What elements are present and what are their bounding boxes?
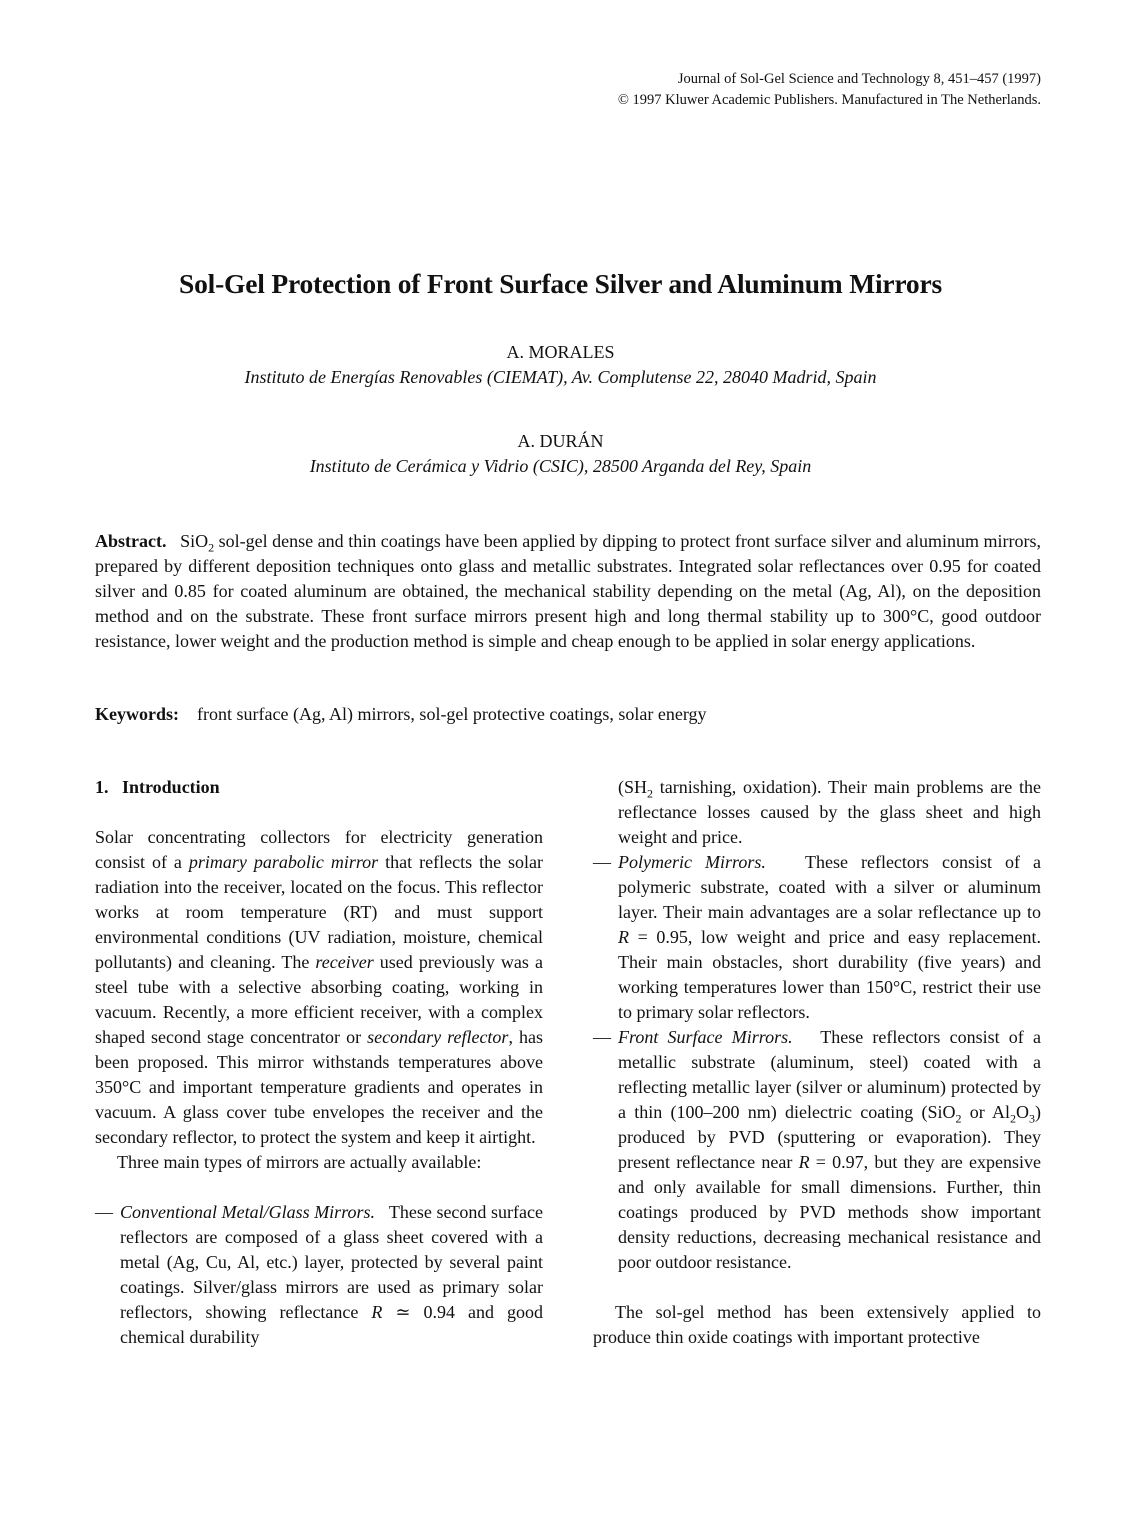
paper-title: Sol-Gel Protection of Front Surface Silver and Aluminum Mirrors	[179, 268, 942, 299]
list-item: — Polymeric Mirrors. These reflectors consist of a polymeric substrate, coated with a silver or aluminum layer. Their main advantages are a solar reflectance up to R = 0.95, low weight and price and easy replacement. Their main obstacles, short durability (five years) and working temperatures lower than 150°C, restrict their use to primary solar reflectors.	[593, 852, 1041, 1022]
author-name: A. DURÁN	[517, 431, 604, 451]
author-affiliation: Instituto de Energías Renovables (CIEMAT), Av. Complutense 22, 28040 Madrid, Spain	[244, 367, 877, 387]
list-item-continuation: ($SH_2$ tarnishing, oxidation). Their main problems are the reflectance losses caused by the glass sheet and high weight and price.	[618, 777, 1041, 847]
abstract-text: SiO$_2$ sol-gel dense and thin coatings have been applied by dipping to protect front surface silver and aluminum mirrors, prepared by different deposition techniques onto glass and metallic substrates. Integrated solar reflectances over 0.95 for coated silver and 0.85 for coated aluminum are obtained, the mechanical stability depending on the metal (Ag, Al), on the deposition method and on the substrate. These front surface mirrors present high and long thermal stability up to 300°C, good outdoor resistance, lower weight and the production method is simple and cheap enough to be applied in solar energy applications.	[95, 531, 1042, 651]
abstract	[95, 529, 1041, 654]
left-column	[95, 775, 543, 1350]
keywords	[95, 702, 1041, 727]
keywords-label: Keywords:	[95, 704, 179, 724]
right-column	[593, 775, 1041, 1350]
list-item: — Front Surface Mirrors. These reflectors consist of a metallic substrate (aluminum, steel) coated with a reflecting metallic layer (silver or aluminum) protected by a thin (100–200 nm) dielectric coating (SiO$_2$ or $Al_2O_3$) produced by PVD (sputtering or evaporation). They present reflectance near R = 0.97, but they are expensive and only available for small dimensions. Further, thin coatings produced by PVD methods show important density reductions, decreasing mechanical resistance and poor outdoor resistance.	[593, 1027, 1042, 1272]
author-name: A. MORALES	[506, 342, 615, 362]
paragraph: Three main types of mirrors are actually available:	[117, 1152, 482, 1172]
journal-citation: Journal of Sol-Gel Science and Technology 8, 451–457 (1997)	[677, 71, 1041, 87]
abstract-label: Abstract.	[95, 531, 167, 551]
section-heading: 1. Introduction	[95, 777, 220, 797]
publisher-line: © 1997 Kluwer Academic Publishers. Manufactured in The Netherlands.	[617, 92, 1041, 108]
paragraph: Solar concentrating collectors for electricity generation consist of a primary parabolic mirror that reflects the solar radiation into the receiver, located on the focus. This reflector works at room temperature (RT) and must support environmental conditions (UV radiation, moisture, chemical pollutants) and cleaning. The receiver used previously was a steel tube with a selective absorbing coating, working in vacuum. Recently, a more efficient receiver, with a complex shaped second stage concentrator or secondary reflector, has been proposed. This mirror withstands temperatures above 350°C and important temperature gradients and operates in vacuum. A glass cover tube envelopes the receiver and the secondary reflector, to protect the system and keep it airtight.	[95, 827, 544, 1147]
list-item: — Conventional Metal/Glass Mirrors. These second surface reflectors are composed of a glass sheet covered with a metal (Ag, Cu, Al, etc.) layer, protected by several paint coatings. Silver/glass mirrors are used as primary solar reflectors, showing reflectance R ≃ 0.94 and good chemical durability	[95, 1202, 543, 1347]
keywords-text: front surface (Ag, Al) mirrors, sol-gel protective coatings, solar energy	[197, 704, 707, 724]
paragraph: The sol-gel method has been extensively applied to produce thin oxide coatings with important protective	[593, 1302, 1041, 1347]
author-affiliation: Instituto de Cerámica y Vidrio (CSIC), 28500 Arganda del Rey, Spain	[309, 456, 812, 476]
